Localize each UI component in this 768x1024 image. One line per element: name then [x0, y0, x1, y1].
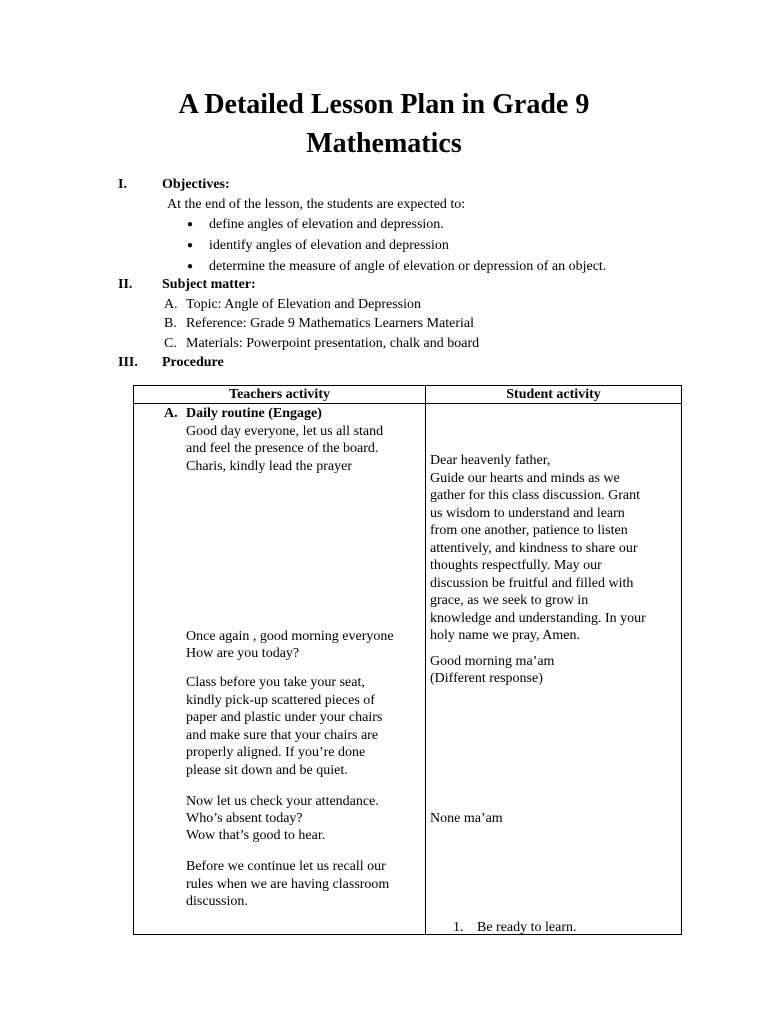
student-line: (Different response): [430, 671, 543, 686]
student-line: None ma’am: [430, 811, 503, 826]
student-line: Good morning ma’am: [430, 654, 555, 669]
teacher-line: kindly pick-up scattered pieces of: [186, 693, 375, 708]
subject-item-label: B.: [164, 316, 177, 331]
objective-item: identify angles of elevation and depression: [209, 238, 449, 253]
subject-item-materials: Materials: Powerpoint presentation, chalk and board: [186, 336, 480, 351]
bullet-icon: ●: [187, 261, 194, 272]
teacher-line: Class before you take your seat,: [186, 675, 365, 690]
teacher-line: Good day everyone, let us all stand: [186, 424, 384, 439]
section-heading-subject: Subject matter:: [162, 277, 256, 292]
section-numeral-objectives: I.: [118, 177, 127, 192]
bullet-icon: ●: [187, 240, 194, 251]
document-title-line-2: Mathematics: [306, 128, 462, 159]
teacher-line: discussion.: [186, 894, 248, 909]
teacher-line: Wow that’s good to hear.: [186, 828, 326, 843]
bullet-icon: ●: [187, 219, 194, 230]
teacher-line: Before we continue let us recall our: [186, 859, 386, 874]
rule-text: Be ready to learn.: [477, 920, 577, 934]
student-line: us wisdom to understand and learn: [430, 506, 625, 521]
section-numeral-procedure: III.: [118, 355, 138, 370]
teacher-line: Who’s absent today?: [186, 811, 303, 826]
objective-item: determine the measure of angle of elevation or depression of an object.: [209, 259, 607, 274]
teacher-line: How are you today?: [186, 646, 300, 661]
objectives-intro: At the end of the lesson, the students are expected to:: [167, 197, 466, 212]
teacher-line: Now let us check your attendance.: [186, 794, 379, 809]
student-line: holy name we pray, Amen.: [430, 628, 580, 643]
objective-item: define angles of elevation and depression.: [209, 217, 444, 232]
student-line: Dear heavenly father,: [430, 453, 551, 468]
student-line: discussion be fruitful and filled with: [430, 576, 634, 591]
teacher-line: Charis, kindly lead the prayer: [186, 459, 353, 474]
activity-table: [133, 385, 682, 935]
student-line: thoughts respectfully. May our: [430, 558, 602, 573]
teacher-line: Once again , good morning everyone: [186, 629, 394, 644]
subject-item-label: C.: [164, 336, 177, 351]
student-line: attentively, and kindness to share our: [430, 541, 638, 556]
section-numeral-subject: II.: [118, 277, 133, 292]
student-line: Guide our hearts and minds as we: [430, 471, 620, 486]
teacher-line: and make sure that your chairs are: [186, 728, 379, 743]
student-line: grace, as we seek to grow in: [430, 593, 589, 608]
part-title: Daily routine (Engage): [186, 406, 322, 421]
teacher-line: properly aligned. If you’re done: [186, 745, 366, 760]
teacher-line: paper and plastic under your chairs: [186, 710, 383, 725]
student-line: knowledge and understanding. In your: [430, 611, 646, 626]
teacher-cell: [134, 404, 426, 935]
subject-item-reference: Reference: Grade 9 Mathematics Learners Material: [186, 316, 475, 331]
subject-item-topic: Topic: Angle of Elevation and Depression: [186, 297, 422, 312]
student-line: gather for this class discussion. Grant: [430, 488, 640, 503]
document-title-line-1: A Detailed Lesson Plan in Grade 9: [178, 89, 590, 120]
teacher-line: rules when we are having classroom: [186, 877, 390, 892]
rule-number: 1.: [453, 920, 464, 934]
header-student-activity: Student activity: [426, 386, 682, 404]
student-line: from one another, patience to listen: [430, 523, 628, 538]
subject-item-label: A.: [164, 297, 178, 312]
header-teachers-activity: Teachers activity: [134, 386, 426, 404]
teacher-line: please sit down and be quiet.: [186, 763, 348, 778]
section-heading-objectives: Objectives:: [162, 177, 230, 192]
teacher-line: and feel the presence of the board.: [186, 441, 379, 456]
part-label: A.: [164, 406, 178, 421]
student-cell: [426, 404, 682, 935]
section-heading-procedure: Procedure: [162, 355, 224, 370]
